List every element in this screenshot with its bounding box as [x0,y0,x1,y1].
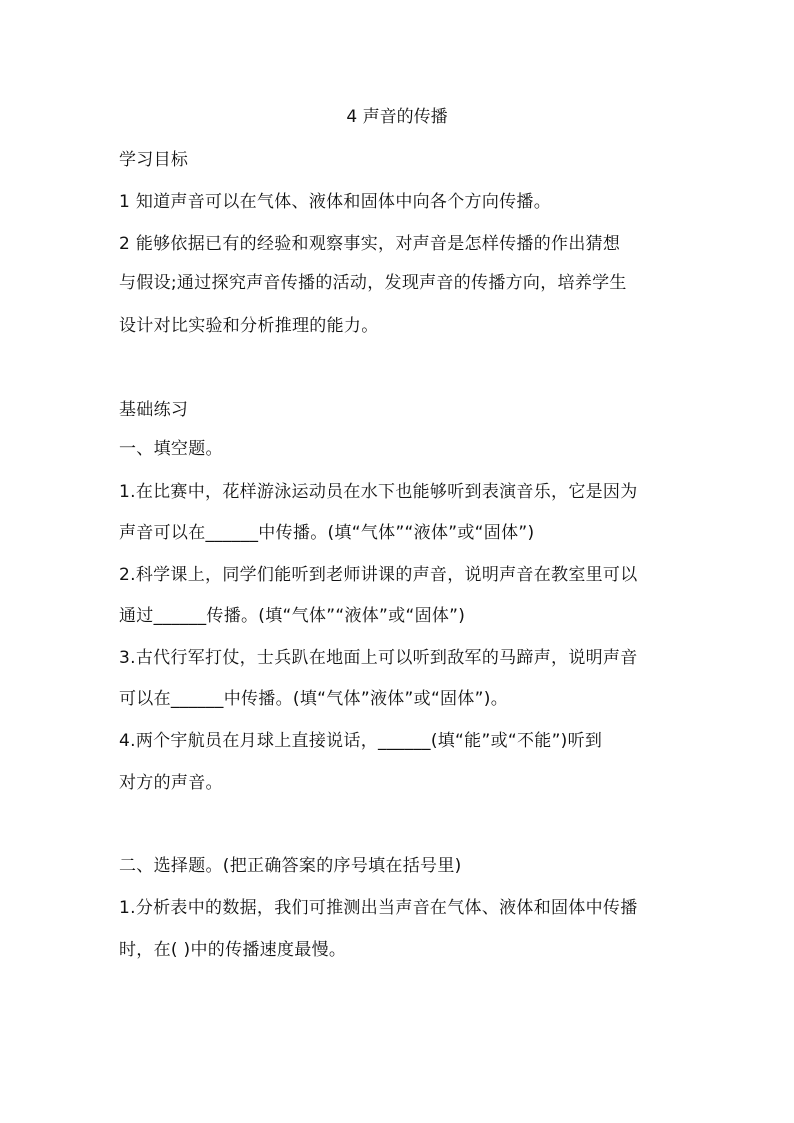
multiple-choice-1-line-1: 1.分析表中的数据，我们可推测出当声音在气体、液体和固体中传播 [119,898,638,918]
objective-line-4: 设计对比实验和分析推理的能力。 [119,316,379,336]
question-2-line-2: 通过______传播。(填“气体”“液体”或“固体”) [119,606,466,626]
question-4-line-1: 4.两个宇航员在月球上直接说话，______(填“能”或“不能”)听到 [119,731,603,751]
objective-line-3: 与假设;通过探究声音传播的活动，发现声音的传播方向，培养学生 [119,273,627,293]
lesson-title: 4 声音的传播 [346,107,448,127]
multiple-choice-section-heading: 二、选择题。(把正确答案的序号填在括号里) [119,856,462,876]
question-1-line-2: 声音可以在______中传播。(填“气体”“液体”或“固体”) [119,523,535,543]
question-2-line-1: 2.科学课上，同学们能听到老师讲课的声音，说明声音在教室里可以 [119,565,638,585]
question-4-line-2: 对方的声音。 [119,773,223,793]
multiple-choice-1-line-2: 时，在( )中的传播速度最慢。 [119,940,347,960]
question-3-line-2: 可以在______中传播。(填“气体”液体”或“固体”)。 [119,689,508,709]
fill-blank-section-heading: 一、填空题。 [119,439,223,459]
question-3-line-1: 3.古代行军打仗，士兵趴在地面上可以听到敌军的马蹄声，说明声音 [119,648,638,668]
question-1-line-1: 1.在比赛中，花样游泳运动员在水下也能够听到表演音乐，它是因为 [119,482,638,502]
objective-line-2: 2 能够依据已有的经验和观察事实，对声音是怎样传播的作出猜想 [119,234,621,254]
practice-heading: 基础练习 [119,400,189,420]
objective-line-1: 1 知道声音可以在气体、液体和固体中向各个方向传播。 [119,192,552,212]
objectives-heading: 学习目标 [119,150,189,170]
